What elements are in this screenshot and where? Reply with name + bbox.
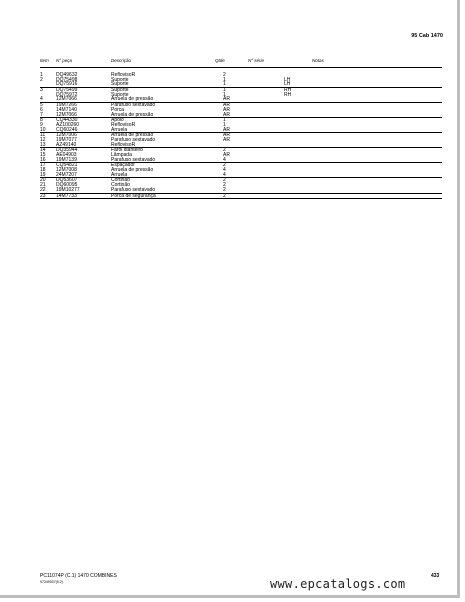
footer-doc-sub: 97349037(9.2): [40, 580, 63, 584]
cell-item: 20: [40, 177, 46, 184]
cell-item: 7: [40, 111, 43, 118]
cell-item: 21: [40, 182, 46, 189]
cell-qty: 4: [223, 156, 226, 163]
table-row: [40, 143, 442, 148]
cell-desc: Suporte: [111, 76, 129, 83]
cell-part: DQ53607: [56, 177, 78, 184]
cell-qty: 1: [223, 81, 226, 88]
cell-desc: Suporte: [111, 91, 129, 98]
cell-desc: Parafuso sextavado: [111, 156, 156, 163]
cell-item: 12: [40, 136, 46, 143]
cell-item: 11: [40, 132, 46, 139]
cell-qty: AR: [223, 132, 230, 139]
parts-table: [40, 73, 442, 199]
cell-part: AZ100260: [56, 121, 80, 128]
cell-qty: 1: [223, 91, 226, 98]
cell-item: 18: [40, 167, 46, 174]
cell-qty: 2: [223, 177, 226, 184]
cell-item: 4: [40, 96, 43, 103]
cell-part: 12M7008: [56, 167, 77, 174]
cell-desc: Cortinão: [111, 177, 130, 184]
cell-part: DQ35944: [56, 147, 78, 154]
cell-part: DQ75498: [56, 76, 78, 83]
cell-item: 17: [40, 162, 46, 169]
cell-qty: 2: [223, 182, 226, 189]
cell-qty: 2: [223, 162, 226, 169]
cell-item: 22: [40, 186, 46, 193]
row-group: [40, 148, 442, 163]
cell-part: 19M7266: [56, 102, 77, 109]
row-group: [40, 163, 442, 178]
cell-desc: Parafuso sextavado: [111, 102, 156, 109]
cell-desc: Arruela de pressão: [111, 111, 154, 118]
cell-qty: AR: [223, 152, 230, 158]
cell-desc: Espaçador: [111, 162, 135, 169]
cell-part: DQ60095: [56, 182, 78, 189]
cell-qty: 1: [223, 121, 226, 128]
cell-part: DQ49632: [56, 72, 78, 78]
cell-qty: 1: [223, 117, 226, 124]
cell-desc: Suporte: [111, 87, 129, 94]
column-headers: [40, 58, 440, 66]
cell-notes: LH: [284, 81, 291, 88]
cell-item: 19: [40, 171, 46, 178]
row-group: [40, 73, 442, 88]
cell-qty: 1: [223, 87, 226, 94]
cell-item: 10: [40, 126, 46, 133]
cell-qty: AR: [223, 136, 230, 143]
cell-part: CQ44330: [56, 117, 78, 124]
table-row: [40, 188, 442, 193]
cell-part: CQ60246: [56, 126, 78, 133]
footer-doc: [40, 573, 117, 584]
cell-part: 12M7066: [56, 111, 77, 118]
cell-part: 14M7140: [56, 106, 77, 113]
cell-qty: 2: [223, 147, 226, 154]
cell-item: 9: [40, 121, 43, 128]
table-row: [40, 97, 442, 102]
cell-qty: 2: [223, 72, 226, 78]
cell-part: DQ75916: [56, 81, 78, 88]
row-group: [40, 88, 442, 103]
cell-desc: Parafuso sextavado: [111, 136, 156, 143]
col-item: Item: [40, 58, 49, 63]
cell-part: 12M7066: [56, 96, 77, 103]
cell-notes: RH: [284, 87, 292, 94]
cell-item: 2: [40, 76, 43, 83]
table-row: [40, 113, 442, 118]
row-group: [40, 194, 442, 200]
cell-qty: 1: [223, 76, 226, 83]
cell-desc: Farol dianteiro: [111, 147, 143, 154]
cell-part: 19M7139: [56, 156, 77, 163]
col-desc: Descrição: [111, 58, 132, 63]
row-group: [40, 103, 442, 118]
watermark: www.epcatalogs.com: [270, 577, 406, 591]
cell-item: 1: [40, 72, 43, 78]
cell-part: AE04903: [56, 152, 77, 158]
cell-part: AZ49140: [56, 141, 77, 148]
cell-part: 12M7006: [56, 132, 77, 139]
cell-desc: ReflovisoR: [111, 72, 136, 78]
col-part: N° peça: [56, 58, 73, 63]
cell-item: 23: [40, 192, 46, 199]
cell-desc: Suporte: [111, 81, 129, 88]
cell-item: 5: [40, 102, 43, 109]
cell-notes: LH: [284, 76, 291, 83]
table-row: [40, 82, 442, 87]
table-row: [40, 128, 442, 133]
cell-part: 19M10277: [56, 186, 80, 193]
footer-doc-id: PC11074P (C.1) 1470 COMBINES: [40, 573, 117, 579]
cell-part: 14M7733: [56, 192, 77, 199]
cell-qty: 4: [223, 167, 226, 174]
cell-qty: AR: [223, 111, 230, 118]
cell-qty: 2: [223, 186, 226, 193]
cell-qty: AR: [223, 102, 230, 109]
cell-part: 19M7077: [56, 136, 77, 143]
cell-desc: Parafuso sextavado: [111, 186, 156, 193]
cell-part: 24M7207: [56, 171, 77, 178]
cell-item: 16: [40, 156, 46, 163]
cell-item: 6: [40, 106, 43, 113]
table-row: [40, 194, 442, 199]
cell-qty: 4: [223, 171, 226, 178]
cell-desc: ReflovisoR: [111, 121, 136, 128]
table-row: [40, 158, 442, 163]
cell-qty: 2: [223, 192, 226, 199]
col-notes: Notas: [312, 58, 324, 63]
row-group: [40, 118, 442, 133]
cell-desc: Porca: [111, 106, 125, 113]
cell-qty: AR: [223, 126, 230, 133]
col-serial: N° série: [248, 58, 265, 63]
cell-desc: Apoio: [111, 117, 124, 124]
cell-notes: RH: [284, 91, 292, 98]
cell-desc: Arruela de pressão: [111, 96, 154, 103]
cell-part: DQ75972: [56, 91, 78, 98]
table-row: [40, 173, 442, 178]
cell-desc: Porca de segurança: [111, 192, 156, 199]
cell-part: CQ54821: [56, 162, 78, 169]
cell-desc: ReflovisoR: [111, 141, 136, 148]
cell-qty: AR: [223, 106, 230, 113]
cell-item: 8: [40, 117, 43, 124]
cell-item: 3: [40, 87, 43, 94]
cell-desc: Arruela: [111, 171, 128, 178]
row-group: [40, 178, 442, 193]
cell-qty: AR: [223, 96, 230, 103]
section-title: 95 Cab 1470: [411, 33, 443, 39]
page-number: 433: [431, 573, 440, 579]
cell-desc: Arruela de pressão: [111, 167, 154, 174]
cell-part: DQ75499: [56, 87, 78, 94]
cell-item: 15: [40, 152, 46, 158]
cell-desc: Arruela: [111, 126, 128, 133]
col-qty: Qtde: [215, 58, 225, 63]
cell-desc: Cortinão: [111, 182, 130, 189]
row-group: [40, 133, 442, 148]
header-rule: [40, 67, 442, 68]
cell-desc: Lâmpada: [111, 152, 132, 158]
cell-desc: Arruela de pressão: [111, 132, 154, 139]
cell-item: 14: [40, 147, 46, 154]
cell-item: 13: [40, 141, 46, 148]
